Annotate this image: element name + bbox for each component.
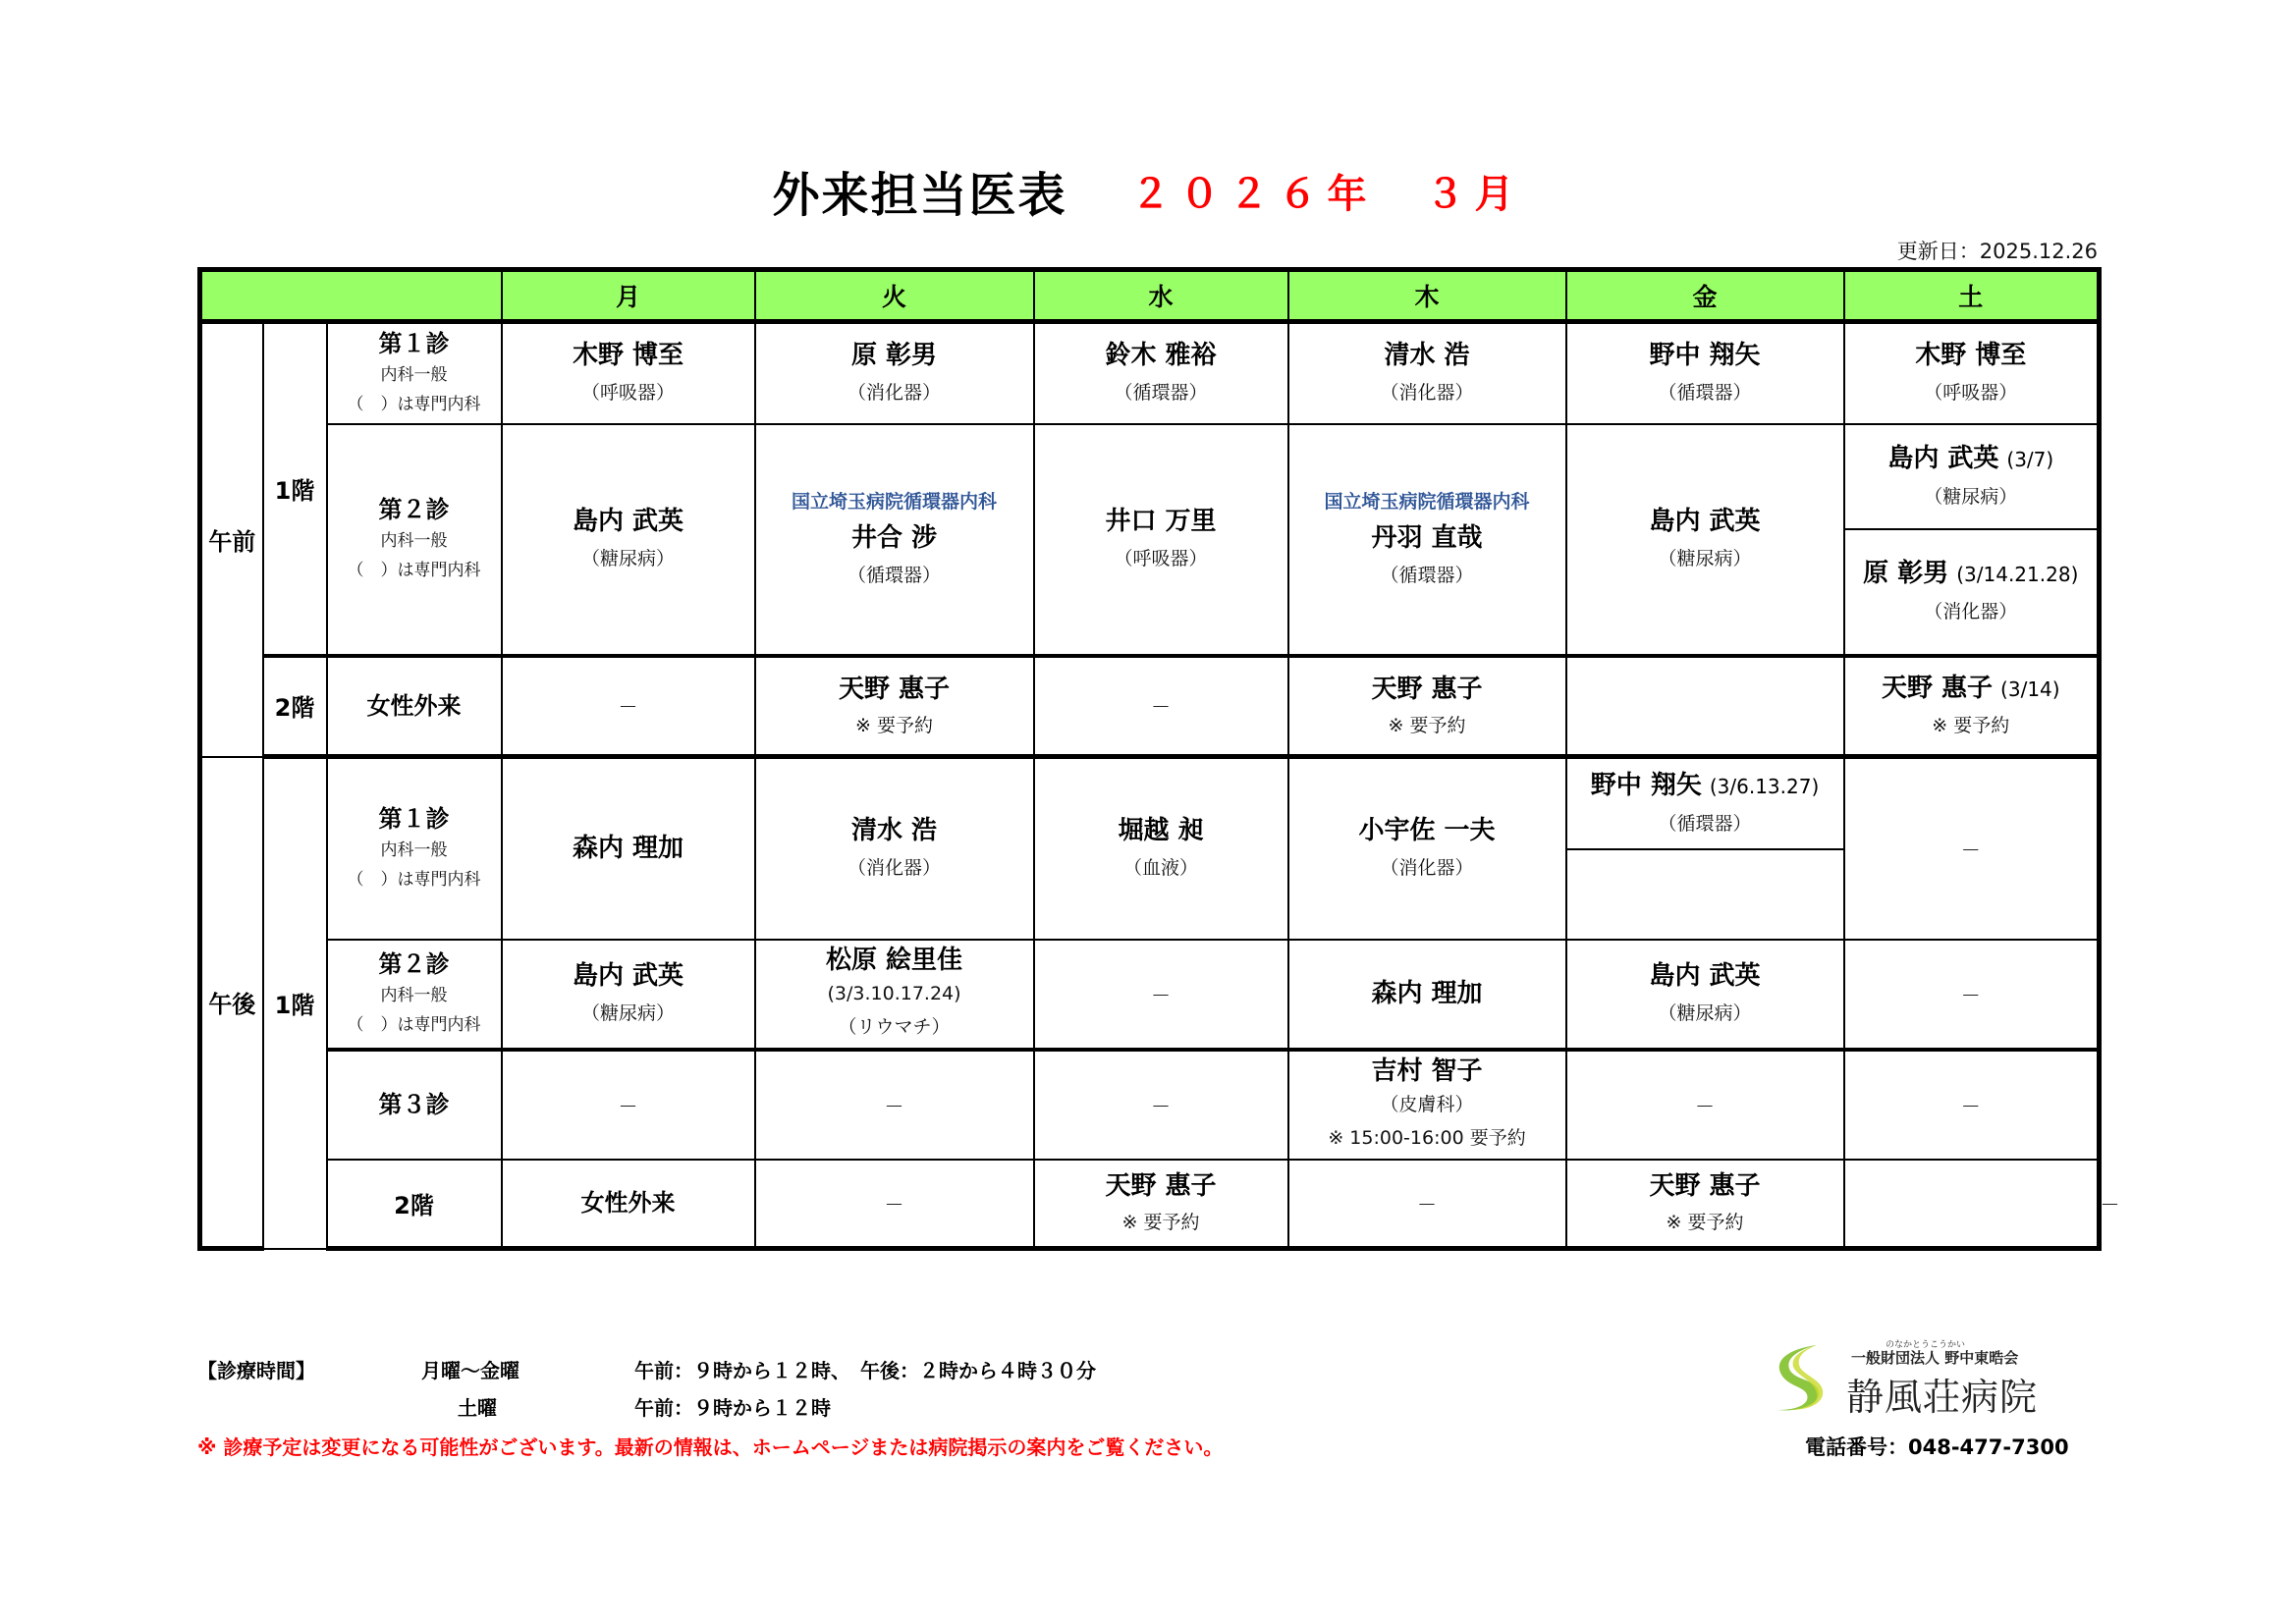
date-note: (3/6.13.27) (1709, 774, 1820, 798)
pm-exam2-tue (755, 940, 1034, 1050)
general-label: 内科一般 (380, 531, 448, 551)
exam-number: 第２診 (378, 950, 450, 978)
pm-exam2-fri (1566, 940, 1844, 1050)
page-title: 外来担当医表 (772, 168, 1067, 223)
doctor-specialty: （消化器） (847, 857, 942, 880)
womens-label (502, 1160, 755, 1249)
am-exam2-sat-bottom (1844, 529, 2100, 656)
exam1-label (327, 322, 502, 424)
weekday-label: 月曜～金曜 (421, 1359, 519, 1382)
period-pm-label: 午後 (208, 990, 256, 1018)
doctor-name-text: 野中 翔矢 (1590, 770, 1702, 800)
no-doctor-dash: － (884, 1192, 904, 1217)
day-header-mon: 月 (502, 270, 755, 322)
floor-1-am (263, 322, 327, 656)
doctor-specialty: （糖尿病） (581, 548, 676, 569)
day-header-sat: 土 (1844, 270, 2100, 322)
date-note: (3/7) (2006, 447, 2054, 471)
am-womens-sat (1844, 656, 2100, 757)
am-exam2-row (200, 424, 2100, 529)
pm-exam1-thu (1288, 757, 1566, 940)
doctor-specialty: （血液） (1123, 857, 1199, 880)
doctor-specialty: （糖尿病） (1924, 485, 2018, 508)
doctor-specialty: （消化器） (1924, 601, 2018, 623)
doctor-specialty: （消化器） (1380, 382, 1474, 405)
no-doctor-dash: － (1960, 1094, 1981, 1118)
pm-exam1-fri-top (1566, 757, 1844, 849)
footer-hours (197, 1355, 1572, 1460)
am-exam1-wed (1034, 322, 1288, 424)
am-exam2-sat-top (1844, 424, 2100, 529)
no-doctor-dash: － (1695, 1094, 1716, 1118)
pm-exam3-thu (1288, 1050, 1566, 1160)
exam3-label (327, 1050, 502, 1160)
am-exam2-thu (1288, 424, 1566, 656)
weekday-hours-row (197, 1355, 1572, 1392)
exam-number: 第３診 (378, 1091, 450, 1118)
exam1-label (327, 757, 502, 940)
pm-exam2-thu (1288, 940, 1566, 1050)
doctor-name: 天野 惠子 (1371, 674, 1483, 704)
floor-2-pm (327, 1160, 502, 1249)
specialty-note: （ ）は専門内科 (347, 561, 481, 580)
am-exam1-sat (1844, 322, 2100, 424)
am-womens-mon (502, 656, 755, 757)
pm-exam3-tue (755, 1050, 1034, 1160)
reservation-note: ※ 要予約 (855, 714, 934, 736)
doctor-name: 井口 万里 (1105, 507, 1217, 536)
doctor-name: 野中 翔矢 (1649, 341, 1761, 371)
pm-womens-wed (1288, 1160, 1566, 1249)
reservation-note: ※ 要予約 (1388, 714, 1466, 736)
updated-date: 更新日：2025.12.26 (1896, 240, 2098, 263)
am-exam2-wed (1034, 424, 1288, 656)
period-am (200, 322, 263, 757)
doctor-specialty: （循環器） (1658, 382, 1752, 405)
corner-header (200, 270, 502, 322)
doctor-name: 清水 浩 (851, 816, 938, 846)
day-header-wed: 水 (1034, 270, 1288, 322)
doctor-name (1845, 554, 2098, 594)
schedule-change-notice: ※ 診療予定は変更になる可能性がございます。最新の情報は、ホームページまたは病院掲示の案内をご覧ください。 (197, 1435, 1224, 1459)
outpatient-schedule-table (197, 267, 2120, 1251)
am-exam1-tue (755, 322, 1034, 424)
saturday-label: 土曜 (458, 1396, 497, 1420)
schedule-month: ２０２６年 ３月 (1130, 172, 1524, 217)
am-exam2-tue (755, 424, 1034, 656)
am-womens-tue (755, 656, 1034, 757)
page-title-area (0, 157, 2296, 226)
doctor-name (1845, 439, 2098, 479)
am-exam1-thu (1288, 322, 1566, 424)
exam-number: 第１診 (378, 805, 450, 834)
floor-2-label: 2階 (394, 1191, 434, 1219)
pm-exam2-wed (1034, 940, 1288, 1050)
period-pm (200, 757, 263, 1249)
doctor-name: 天野 惠子 (1105, 1171, 1217, 1202)
doctor-name: 清水 浩 (1384, 341, 1470, 371)
doctor-name: 森内 理加 (1371, 979, 1483, 1008)
doctor-name: 井合 涉 (851, 523, 938, 553)
saturday-hours-row (197, 1392, 1572, 1430)
pm-exam3-sat (1844, 1050, 2100, 1160)
pm-exam3-fri (1566, 1050, 1844, 1160)
doctor-name: 天野 惠子 (839, 674, 951, 704)
no-doctor-dash: － (1960, 838, 1981, 862)
no-doctor-dash: － (618, 695, 638, 720)
pm-exam1-fri-bottom (1566, 849, 1844, 940)
no-doctor-dash: － (884, 1094, 904, 1118)
doctor-name: 天野 惠子 (1649, 1171, 1761, 1202)
pm-womens-tue (1034, 1160, 1288, 1249)
doctor-specialty: （皮膚科） (1380, 1094, 1474, 1115)
general-label: 内科一般 (380, 365, 448, 386)
day-header-row (200, 270, 2100, 322)
doctor-name-text: 原 彰男 (1863, 559, 1949, 588)
floor-2-label: 2階 (274, 694, 315, 723)
doctor-specialty: （糖尿病） (1658, 1002, 1752, 1024)
am-womens-fri (1566, 656, 1844, 757)
doctor-name: 丹羽 直哉 (1371, 523, 1483, 553)
am-womens-thu (1288, 656, 1566, 757)
pm-exam1-mon (502, 757, 755, 940)
exam-number: 第２診 (378, 496, 450, 523)
no-doctor-dash: － (1960, 983, 1981, 1007)
period-am-label: 午前 (208, 528, 256, 557)
pm-exam1-row (200, 757, 2100, 849)
doctor-affiliation: 国立埼玉病院循環器内科 (1324, 491, 1530, 513)
am-exam1-fri (1566, 322, 1844, 424)
doctor-name: 木野 博至 (573, 341, 684, 371)
specialty-note: （ ）は専門内科 (347, 395, 481, 415)
reservation-note: ※ 要予約 (1121, 1212, 1200, 1234)
reservation-note: ※ 要予約 (1666, 1212, 1744, 1234)
womens-label (327, 656, 502, 757)
doctor-specialty: （糖尿病） (581, 1002, 676, 1024)
doctor-name: 吉村 智子 (1371, 1056, 1483, 1086)
am-exam2-mon (502, 424, 755, 656)
no-doctor-dash: － (1151, 695, 1172, 720)
am-exam1-row (200, 322, 2100, 424)
hospital-logo (1768, 1337, 2062, 1419)
exam2-label (327, 424, 502, 656)
pm-exam2-mon (502, 940, 755, 1050)
date-note: (3/14.21.28) (1956, 563, 2079, 586)
doctor-name-text: 天野 惠子 (1881, 674, 1994, 704)
day-header-fri: 金 (1566, 270, 1844, 322)
doctor-specialty: （呼吸器） (1924, 382, 2018, 405)
womens-clinic-label: 女性外来 (366, 691, 462, 720)
doctor-name-text: 島内 武英 (1887, 443, 1999, 473)
am-exam1-mon (502, 322, 755, 424)
doctor-name (1567, 766, 1843, 806)
floor-2-am (263, 656, 327, 757)
doctor-name: 島内 武英 (573, 961, 684, 991)
doctor-specialty: （消化器） (847, 382, 942, 405)
pm-exam3-mon (502, 1050, 755, 1160)
doctor-specialty: （糖尿病） (1658, 548, 1752, 569)
no-doctor-dash: － (1151, 983, 1172, 1007)
floor-1-label: 1階 (274, 992, 315, 1020)
doctor-specialty: （循環器） (847, 565, 942, 586)
pm-womens-row (200, 1160, 2100, 1249)
date-note: (3/14) (2000, 677, 2060, 702)
doctor-name: 島内 武英 (1649, 961, 1761, 991)
general-label: 内科一般 (380, 840, 448, 861)
doctor-specialty: （呼吸器） (1114, 548, 1208, 569)
doctor-name: 森内 理加 (573, 834, 684, 864)
reservation-note: ※ 要予約 (1932, 715, 2010, 737)
doctor-specialty: （リウマチ） (838, 1016, 951, 1038)
pm-exam1-sat (1844, 757, 2100, 940)
doctor-name: 島内 武英 (573, 507, 684, 536)
doctor-specialty: （呼吸器） (581, 382, 676, 405)
no-doctor-dash: － (1417, 1192, 1438, 1217)
pm-womens-thu (1566, 1160, 1844, 1249)
no-doctor-dash: － (618, 1094, 638, 1118)
doctor-name: 堀越 昶 (1118, 816, 1204, 846)
exam2-label (327, 940, 502, 1050)
day-header-thu: 木 (1288, 270, 1566, 322)
specialty-note: （ ）は専門内科 (347, 870, 481, 891)
pm-exam2-sat (1844, 940, 2100, 1050)
specialty-note: （ ）は専門内科 (347, 1015, 481, 1035)
floor-1-label: 1階 (274, 477, 315, 506)
pm-womens-mon (755, 1160, 1034, 1249)
floor-1-pm (263, 757, 327, 1249)
pm-exam2-row (200, 940, 2100, 1050)
logo-s-mark-icon (1768, 1341, 1827, 1412)
logo-organization: 一般財団法人 野中東晧会 (1851, 1349, 2019, 1367)
am-womens-row (200, 656, 2100, 757)
doctor-name: 鈴木 雅裕 (1105, 341, 1217, 371)
doctor-specialty: （循環器） (1658, 812, 1752, 835)
am-womens-wed (1034, 656, 1288, 757)
doctor-affiliation: 国立埼玉病院循環器内科 (792, 491, 998, 513)
hours-label: 【診療時間】 (197, 1359, 315, 1382)
doctor-name: 小宇佐 一夫 (1358, 816, 1496, 846)
doctor-name: 原 彰男 (851, 341, 938, 371)
pm-exam3-row (200, 1050, 2100, 1160)
day-header-tue: 火 (755, 270, 1034, 322)
no-doctor-dash: － (1151, 1094, 1172, 1118)
doctor-specialty: （循環器） (1380, 565, 1474, 586)
logo-hospital-name: 静風荘病院 (1846, 1376, 2039, 1419)
general-label: 内科一般 (380, 986, 448, 1005)
exam-number: 第１診 (378, 330, 450, 358)
weekday-hours: 午前：９時から１２時、 午後：２時から４時３０分 (634, 1359, 1096, 1382)
pm-exam1-tue (755, 757, 1034, 940)
logo-furigana: のなかとうこうかい (1886, 1340, 1966, 1350)
am-exam2-fri (1566, 424, 1844, 656)
doctor-name: 島内 武英 (1649, 507, 1761, 536)
saturday-hours: 午前：９時から１２時 (634, 1396, 831, 1420)
doctor-name: 木野 博至 (1915, 341, 2027, 371)
pm-exam3-wed (1034, 1050, 1288, 1160)
pm-womens-fri (1844, 1160, 2100, 1249)
pm-exam1-wed (1034, 757, 1288, 940)
no-doctor-dash: － (2100, 1192, 2120, 1217)
reservation-note: ※ 15:00-16:00 要予約 (1328, 1127, 1526, 1149)
womens-clinic-label: 女性外来 (580, 1189, 676, 1218)
doctor-specialty: （消化器） (1380, 857, 1474, 880)
doctor-name (1845, 669, 2098, 709)
doctor-specialty: （循環器） (1114, 382, 1208, 405)
doctor-name: 松原 絵里佳 (826, 946, 963, 975)
phone-number: 電話番号：048-477-7300 (1805, 1435, 2069, 1459)
date-note: (3/3.10.17.24) (827, 983, 961, 1004)
